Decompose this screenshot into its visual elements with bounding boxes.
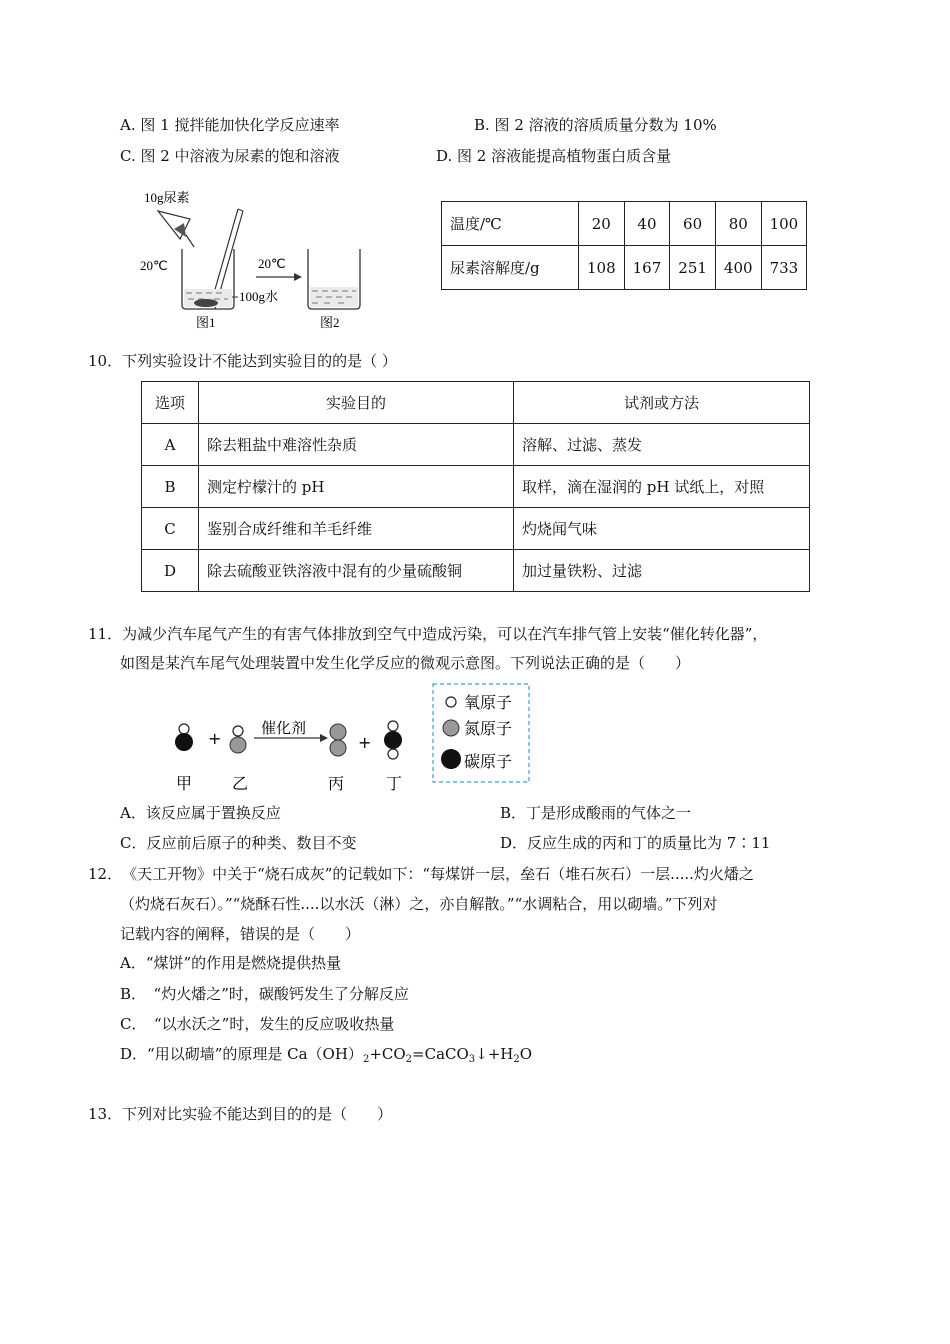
fig2-caption: 图2 [320,315,340,330]
q11-option-a: A．该反应属于置换反应 [120,804,281,822]
q11-option-b: B．丁是形成酸雨的气体之一 [500,804,692,822]
table-row [142,508,810,550]
subscript: 2 [513,1054,520,1065]
q13-stem: 13．下列对比实验不能达到目的的是（ ） [88,1105,393,1123]
formula-part: O [519,1045,533,1063]
legend-nitrogen: 氮原子 [464,719,513,738]
q10-stem: 10．下列实验设计不能达到实验目的的是（ ） [88,352,397,370]
water-label: 100g水 [239,289,279,304]
legend-carbon: 碳原子 [464,752,513,771]
row-method: 灼烧闻气味 [514,508,810,550]
table-row [142,382,810,424]
header-option: 选项 [142,382,199,424]
row-method: 取样，滴在湿润的 pH 试纸上，对照 [514,466,810,508]
q12-stem-line1: 12． 《天工开物》中关于“烧石成灰”的记载如下：“每煤饼一层，垒石（堆石灰石）一层.....灼火燔之 [88,865,754,883]
row-option: D [142,550,199,592]
label-bing: 丙 [328,774,345,793]
table-row [142,550,810,592]
q12-option-a: A．“煤饼”的作用是燃烧提供热量 [120,954,342,972]
row-option: A [142,424,199,466]
q12-option-c: C． “以水沃之”时，发生的反应吸收热量 [120,1015,395,1033]
formula-part: +CO [369,1045,406,1063]
row-purpose: 除去硫酸亚铁溶液中混有的少量硫酸铜 [199,550,514,592]
formula-part: ↓+H [475,1045,514,1063]
row-method: 加过量铁粉、过滤 [514,550,810,592]
q12-stem-line3: 记载内容的阐释，错误的是（ ） [120,925,361,943]
carbon-atom-icon [441,749,461,769]
temp-cell: 60 [670,202,716,246]
header-purpose: 实验目的 [199,382,514,424]
q11-option-d: D．反应生成的丙和丁的质量比为 7∶11 [500,834,771,852]
legend-oxygen: 氧原子 [464,693,513,712]
table-row [142,424,810,466]
q12-option-d [120,1045,533,1065]
table-row [142,466,810,508]
temp-cell: 40 [624,202,670,246]
catalyst-label: 催化剂 [261,719,307,737]
solubility-cell: 733 [761,246,807,290]
reaction-diagram [160,682,540,796]
temp-cell: 20 [579,202,625,246]
solubility-table [441,201,807,290]
table-row [442,246,807,290]
option-d-text: D．“用以砌墙”的原理是 Ca（OH） [120,1045,363,1063]
experiment-table [141,381,810,592]
row-purpose: 鉴别合成纤维和羊毛纤维 [199,508,514,550]
q9-option-a: A. 图 1 搅拌能加快化学反应速率 [120,116,340,134]
fig1-caption: 图1 [196,315,216,330]
q11-option-c: C．反应前后原子的种类、数目不变 [120,834,357,852]
solubility-cell: 167 [624,246,670,290]
row-purpose: 除去粗盐中难溶性杂质 [199,424,514,466]
q9-option-c: C. 图 2 中溶液为尿素的饱和溶液 [120,147,340,165]
label-jia: 甲 [176,774,193,793]
plus-sign: + [358,733,372,752]
label-yi: 乙 [232,774,249,793]
row-method: 溶解、过滤、蒸发 [514,424,810,466]
molecule-ding [384,721,402,759]
temp-arrow-label: 20℃ [258,256,286,271]
row-option: B [142,466,199,508]
q9-option-b: B. 图 2 溶液的溶质质量分数为 10% [474,116,717,134]
q11-stem-line1: 11．为减少汽车尾气产生的有害气体排放到空气中造成污染，可以在汽车排气管上安装“催化转化器”， [88,625,768,643]
subscript: 3 [468,1054,476,1065]
molecule-yi [230,726,246,753]
solubility-cell: 251 [670,246,716,290]
temp-cell: 100 [761,202,807,246]
subscript: 2 [405,1054,413,1065]
q9-beaker-figure [130,185,390,335]
q12-option-b: B． “灼火燔之”时，碳酸钙发生了分解反应 [120,985,409,1003]
temp-header: 温度/℃ [442,202,579,246]
beaker-1 [182,249,234,309]
urea-label: 10g尿素 [144,190,190,205]
table-row [442,202,807,246]
temp-cell: 80 [715,202,761,246]
solubility-cell: 108 [579,246,625,290]
molecule-bing [330,724,346,756]
temp-left-label: 20℃ [140,258,168,273]
nitrogen-atom-icon [443,720,459,736]
row-purpose: 测定柠檬汁的 pH [199,466,514,508]
row-option: C [142,508,199,550]
oxygen-atom-icon [446,697,456,707]
beaker-2 [308,249,360,309]
label-ding: 丁 [386,774,403,793]
header-method: 试剂或方法 [514,382,810,424]
formula-part: =CaCO [412,1045,469,1063]
molecule-jia [175,724,193,751]
solubility-cell: 400 [715,246,761,290]
q12-stem-line2: （灼烧石灰石）。”“烧酥石性....以水沃（淋）之，亦自解散。”“水调粘合，用以砌墙。”下列对 [120,895,718,913]
q9-option-d: D. 图 2 溶液能提高植物蛋白质含量 [436,147,672,165]
subscript: 2 [362,1054,370,1065]
spatula-icon [158,211,194,247]
arrow-right-icon [256,273,302,281]
q11-stem-line2: 如图是某汽车尾气处理装置中发生化学反应的微观示意图。下列说法正确的是（ ） [120,654,691,672]
solubility-header: 尿素溶解度/g [442,246,579,290]
plus-sign: + [208,729,222,748]
